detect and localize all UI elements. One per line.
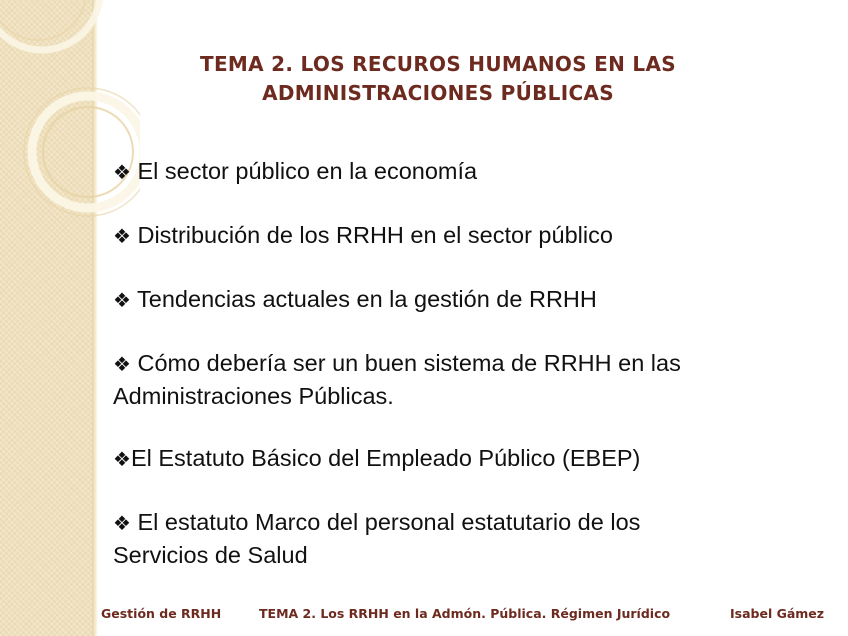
- bullet-item: [113, 348, 813, 412]
- bullet-text-continuation: Servicios de Salud: [113, 542, 308, 568]
- bullet-item: [113, 507, 813, 571]
- bullet-item: [113, 443, 813, 476]
- bullet-item: [113, 156, 813, 189]
- diamond-bullet-icon: ❖: [113, 226, 131, 248]
- bullet-text: El estatuto Marco del personal estatutario de los: [130, 509, 641, 535]
- bullet-text: Distribución de los RRHH en el sector público: [130, 222, 613, 248]
- slide-title: [120, 50, 756, 108]
- bullet-list: [113, 156, 813, 571]
- bullet-item: [113, 220, 813, 253]
- slide-title-line-1: TEMA 2. LOS RECUROS HUMANOS EN LAS: [200, 52, 676, 76]
- diamond-bullet-icon: ❖: [113, 513, 131, 535]
- bullet-text: Cómo debería ser un buen sistema de RRHH en las: [130, 350, 681, 376]
- bullet-text: El sector público en la economía: [130, 158, 478, 184]
- footer-topic: TEMA 2. Los RRHH en la Admón. Pública. Régimen Jurídico: [259, 606, 671, 621]
- bullet-text: El Estatuto Básico del Empleado Público (EBEP): [130, 445, 641, 471]
- bullet-text-continuation: Administraciones Públicas.: [113, 383, 394, 409]
- slide-title-line-2: ADMINISTRACIONES PÚBLICAS: [262, 81, 614, 105]
- diamond-bullet-icon: ❖: [113, 449, 131, 471]
- bullet-item: [113, 284, 813, 317]
- bullet-text: Tendencias actuales en la gestión de RRHH: [130, 286, 597, 312]
- slide-footer: [0, 604, 848, 626]
- footer-course-name: Gestión de RRHH: [101, 606, 222, 621]
- diamond-bullet-icon: ❖: [113, 290, 131, 312]
- diamond-bullet-icon: ❖: [113, 354, 131, 376]
- footer-author: Isabel Gámez: [730, 606, 825, 621]
- diamond-bullet-icon: ❖: [113, 162, 131, 184]
